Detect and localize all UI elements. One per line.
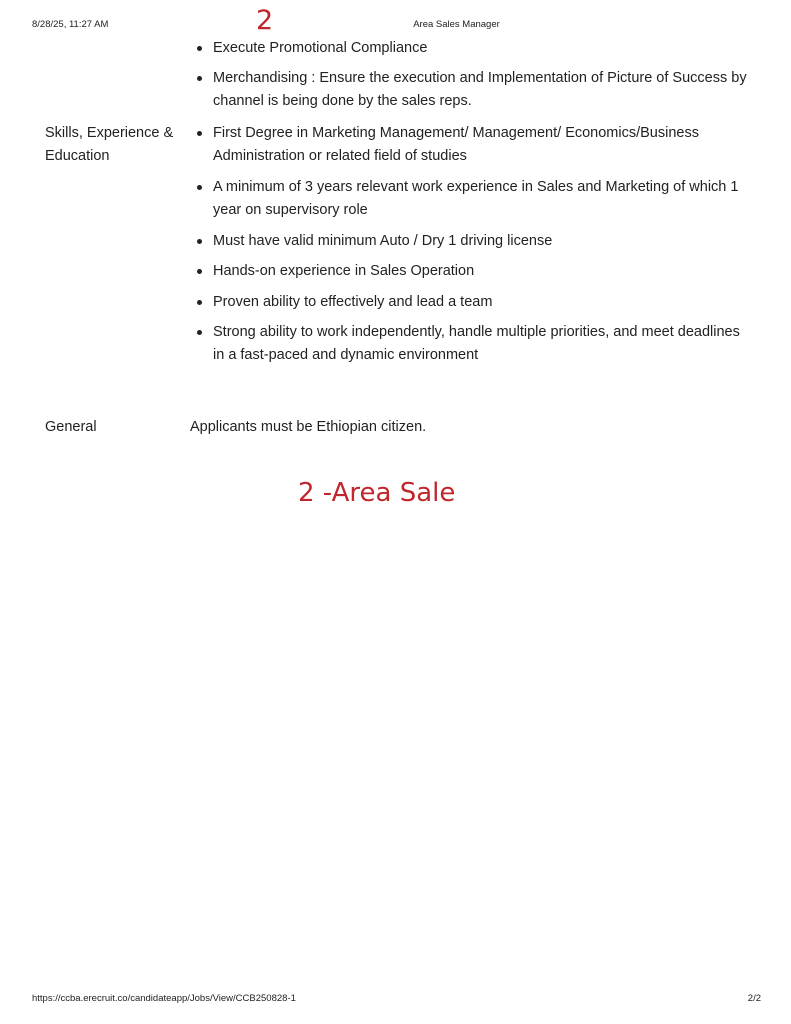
list-item	[190, 37, 750, 60]
list-item	[190, 291, 750, 314]
list-item-text: Merchandising : Ensure the execution and Implementation of Picture of Success by channel is being done by the sales reps.	[213, 70, 747, 109]
skills-section-label: Skills, Experience & Education	[45, 125, 174, 164]
list-item-text: Execute Promotional Compliance	[213, 40, 428, 56]
bullet-icon	[197, 239, 202, 244]
list-item-text: Strong ability to work independently, handle multiple priorities, and meet deadlines in a fast-paced and dynamic environment	[213, 324, 740, 363]
bullet-icon	[197, 131, 202, 136]
list-item	[190, 230, 750, 253]
bullet-icon	[197, 185, 202, 190]
list-item-text: Proven ability to effectively and lead a team	[213, 294, 493, 310]
general-section-value: Applicants must be Ethiopian citizen.	[190, 419, 427, 435]
bullet-icon	[197, 330, 202, 335]
list-item-text: Must have valid minimum Auto / Dry 1 driving license	[213, 233, 553, 249]
list-item	[190, 260, 750, 283]
list-item-text: Hands-on experience in Sales Operation	[213, 263, 475, 279]
handwritten-note: 2 -Area Sale	[298, 478, 456, 508]
list-item	[190, 176, 750, 222]
list-item	[190, 321, 750, 367]
print-datetime: 8/28/25, 11:27 AM	[32, 19, 109, 30]
general-section-label: General	[45, 419, 97, 435]
handwritten-page-mark: 2	[256, 5, 274, 36]
print-page-number: 2/2	[747, 993, 761, 1004]
bullet-icon	[197, 269, 202, 274]
list-item-text: First Degree in Marketing Management/ Management/ Economics/Business Administration or related field of studies	[213, 125, 699, 164]
bullet-icon	[197, 300, 202, 305]
list-item	[190, 122, 750, 168]
bullet-icon	[197, 46, 202, 51]
list-item	[190, 67, 750, 113]
print-title: Area Sales Manager	[413, 19, 500, 30]
print-url: https://ccba.erecruit.co/candidateapp/Jobs/View/CCB250828-1	[32, 993, 296, 1004]
bullet-icon	[197, 76, 202, 81]
list-item-text: A minimum of 3 years relevant work experience in Sales and Marketing of which 1 year on supervisory role	[213, 179, 739, 218]
